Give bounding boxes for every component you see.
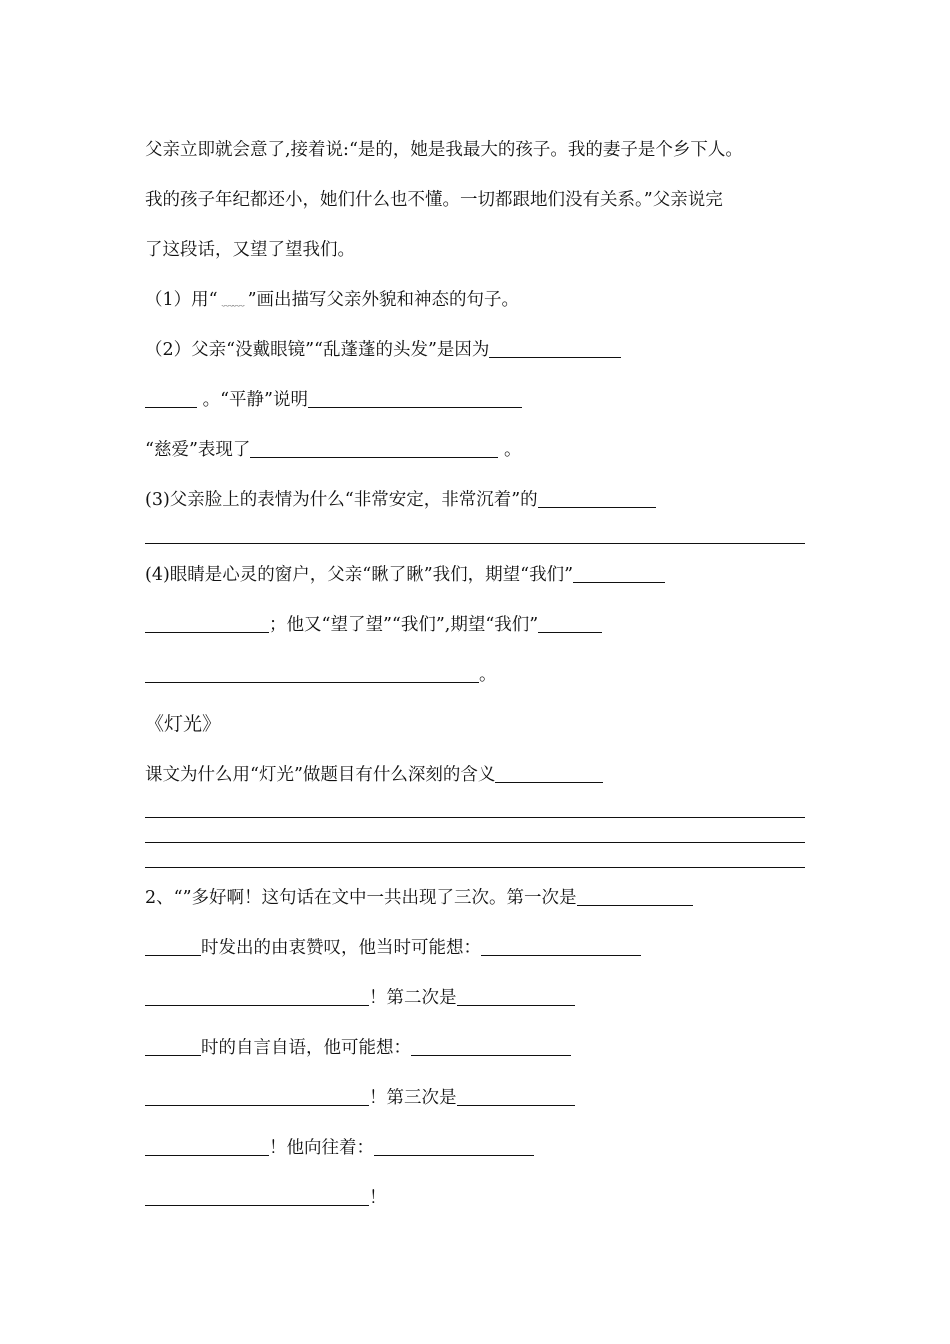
question-1-text-a: （1）用“ [145,290,218,310]
question-2-text-d: 。 [498,440,522,460]
answer-blank[interactable] [481,937,641,956]
question-2-line-3 [145,438,521,462]
section-question-2-text-c: ！第二次是 [369,988,457,1008]
section-question-2-line-6 [145,1136,534,1160]
question-4-text-b: ；他又“望了望”“我们”,期望“我们” [269,615,539,635]
answer-blank[interactable] [145,1137,269,1156]
section-title: 《灯光》 [145,713,222,735]
wavy-underline-mark: ﹏﹏ [221,294,244,308]
section-question-2-line-2 [145,936,641,960]
answer-blank[interactable] [145,389,197,408]
answer-blank[interactable] [145,1187,369,1206]
section-question-2-text-a: 2、“”多好啊！这句话在文中一共出现了三次。第一次是 [145,888,577,908]
answer-blank[interactable] [495,764,603,783]
section-question-2-line-3 [145,986,575,1010]
question-4-line-3 [145,663,497,687]
question-2-text-c: “慈爱”表现了 [145,440,251,460]
question-4-line-1 [145,563,665,587]
question-2-line-1 [145,338,621,362]
answer-blank[interactable] [538,489,656,508]
question-2-line-2 [145,388,522,412]
passage-line-2: 我的孩子年纪都还小，她们什么也不懂。一切都跟地们没有关系。”父亲说完 [145,190,723,210]
section-question-2-line-7 [145,1186,387,1210]
answer-blank[interactable] [145,1087,369,1106]
answer-blank[interactable] [145,987,369,1006]
answer-blank[interactable] [145,664,479,683]
passage-line-1: 父亲立即就会意了,接着说:“是的，她是我最大的孩子。我的妻子是个乡下人。 [145,140,743,160]
section-question-2-text-d: 时的自言自语，他可能想： [201,1038,411,1058]
question-1-text-b: ”画出描写父亲外貌和神态的句子。 [247,290,520,310]
section-question-2-text-g: ！ [369,1188,387,1208]
section-question-2-text-b: 时发出的由衷赞叹，他当时可能想： [201,938,481,958]
question-3-text: (3)父亲脸上的表情为什么“非常安定，非常沉着”的 [145,490,538,510]
answer-line[interactable] [145,817,805,818]
answer-blank[interactable] [538,614,602,633]
answer-blank[interactable] [577,887,693,906]
question-2-text-a: （2）父亲“没戴眼镜”“乱蓬蓬的头发”是因为 [145,340,490,360]
question-4-line-2 [145,613,602,637]
answer-blank[interactable] [411,1037,571,1056]
section-question-1-text: 课文为什么用“灯光”做题目有什么深刻的含义 [145,765,496,785]
answer-blank[interactable] [250,439,498,458]
answer-blank[interactable] [145,614,269,633]
answer-line[interactable] [145,543,805,544]
answer-blank[interactable] [145,1037,201,1056]
section-question-2-text-f: ！他向往着： [269,1138,374,1158]
answer-blank[interactable] [457,1087,575,1106]
section-question-1 [145,763,603,787]
answer-line[interactable] [145,842,805,843]
answer-blank[interactable] [145,937,201,956]
answer-blank[interactable] [573,564,665,583]
section-question-2-line-5 [145,1086,575,1110]
answer-line[interactable] [145,867,805,868]
answer-blank[interactable] [308,389,522,408]
question-3 [145,488,656,512]
section-question-2-text-e: ！第三次是 [369,1088,457,1108]
answer-blank[interactable] [374,1137,534,1156]
question-2-text-b: 。“平静”说明 [197,390,308,410]
question-4-text-a: (4)眼睛是心灵的窗户，父亲“瞅了瞅”我们，期望“我们” [145,565,574,585]
question-1 [145,288,519,313]
answer-blank[interactable] [457,987,575,1006]
answer-blank[interactable] [489,339,621,358]
section-question-2-line-4 [145,1036,571,1060]
question-4-text-c: 。 [479,665,497,685]
passage-line-3: 了这段话，又望了望我们。 [145,240,355,260]
section-question-2-line-1 [145,886,693,910]
